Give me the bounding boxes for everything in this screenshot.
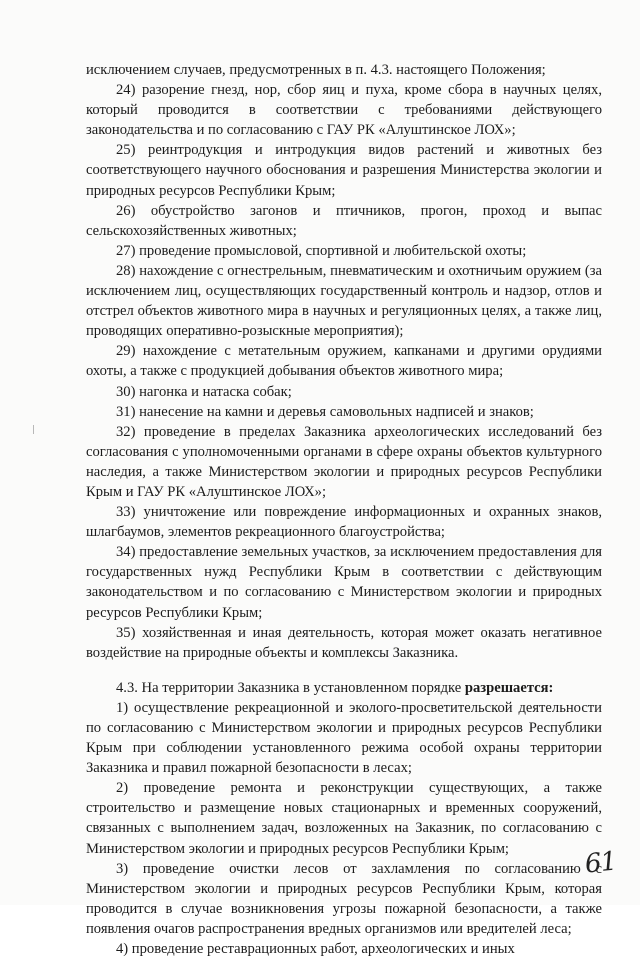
- permitted-item-4: 4) проведение реставрационных работ, археологических и иных: [116, 941, 515, 958]
- list-item-28: 28) нахождение с огнестрельным, пневматическим и охотничьим оружием (за исключением лиц, осуществляющих государственный контроль и надзор, отлов и отстрел объектов животного мира в научных и регуляционных целях, а также лиц, проводящих оперативно-розыскные мероприятия);: [86, 262, 602, 340]
- list-item-25: 25) реинтродукция и интродукция видов растений и животных без соответствующего научного обоснования и разрешения Министерства экологии и природных ресурсов Республики Крым;: [86, 142, 602, 199]
- section-heading-text: 4.3. На территории Заказника в установленном порядке: [116, 679, 465, 696]
- permitted-item-3: 3) проведение очистки лесов от захламления по согласованию с Министерством экологии и природных ресурсов Республики Крым, которая проводится в случае возникновения угрозы пожарной безопасности, а также появления очагов распространения вредных организмов или вредителей леса;: [86, 860, 602, 937]
- list-item-continuation: исключением случаев, предусмотренных в п. 4.3. настоящего Положения;: [86, 62, 546, 78]
- list-item-34: 34) предоставление земельных участков, за исключением предоставления для государственных нужд Республики Крым в соответствии с действующим законодательством и по согласованию с Министерством экологии и природных ресурсов Республики Крым;: [86, 544, 602, 621]
- section-heading-bold: разрешается:: [464, 679, 554, 696]
- permitted-item-1: 1) осуществление рекреационной и эколого-просветительской деятельности по согласованию с Министерством экологии и природных ресурсов Республики Крым при соблюдении установленного режима особой охраны территории Заказника и правил пожарной безопасности в лесах;: [86, 699, 602, 777]
- list-item-32: 32) проведение в пределах Заказника археологических исследований без согласования с уполномоченными органами в сфере охраны объектов культурного наследия, а также Министерством экологии и природных ресурсов Республики Крым и ГАУ РК «Алуштинское ЛОХ»;: [86, 423, 602, 500]
- list-item-26: 26) обустройство загонов и птичников, прогон, проход и выпас сельскохозяйственных животных;: [86, 202, 602, 239]
- section-spacer: [86, 663, 602, 678]
- list-item-31: 31) нанесение на камни и деревья самовольных надписей и знаков;: [116, 403, 534, 420]
- list-item-27: 27) проведение промысловой, спортивной и любительской охоты;: [116, 242, 527, 259]
- list-item-35: 35) хозяйственная и иная деятельность, которая может оказать негативное воздействие на природные объекты и комплексы Заказника.: [86, 624, 602, 661]
- list-item-30: 30) нагонка и натаска собак;: [116, 383, 292, 400]
- scan-margin-mark: [33, 425, 34, 434]
- handwritten-page-number: 61: [583, 846, 618, 880]
- permitted-item-2: 2) проведение ремонта и реконструкции существующих, а также строительство и размещение новых стационарных и временных сооружений, связанных с выполнением задач, возложенных на Заказник, по согласованию с Министерством экологии и природных ресурсов Республики Крым;: [86, 780, 602, 857]
- list-item-33: 33) уничтожение или повреждение информационных и охранных знаков, шлагбаумов, элементов рекреационного благоустройства;: [86, 504, 602, 541]
- list-item-24: 24) разорение гнезд, нор, сбор яиц и пуха, кроме сбора в научных целях, который проводится в соответствии с требованиями действующего законодательства и по согласованию с ГАУ РК «Алуштинское ЛОХ»;: [86, 82, 602, 139]
- list-item-29: 29) нахождение с метательным оружием, капканами и другими орудиями охоты, а также с продукцией добывания объектов животного мира;: [86, 343, 602, 380]
- document-body: [86, 60, 602, 959]
- section-4-3-heading: [86, 678, 602, 698]
